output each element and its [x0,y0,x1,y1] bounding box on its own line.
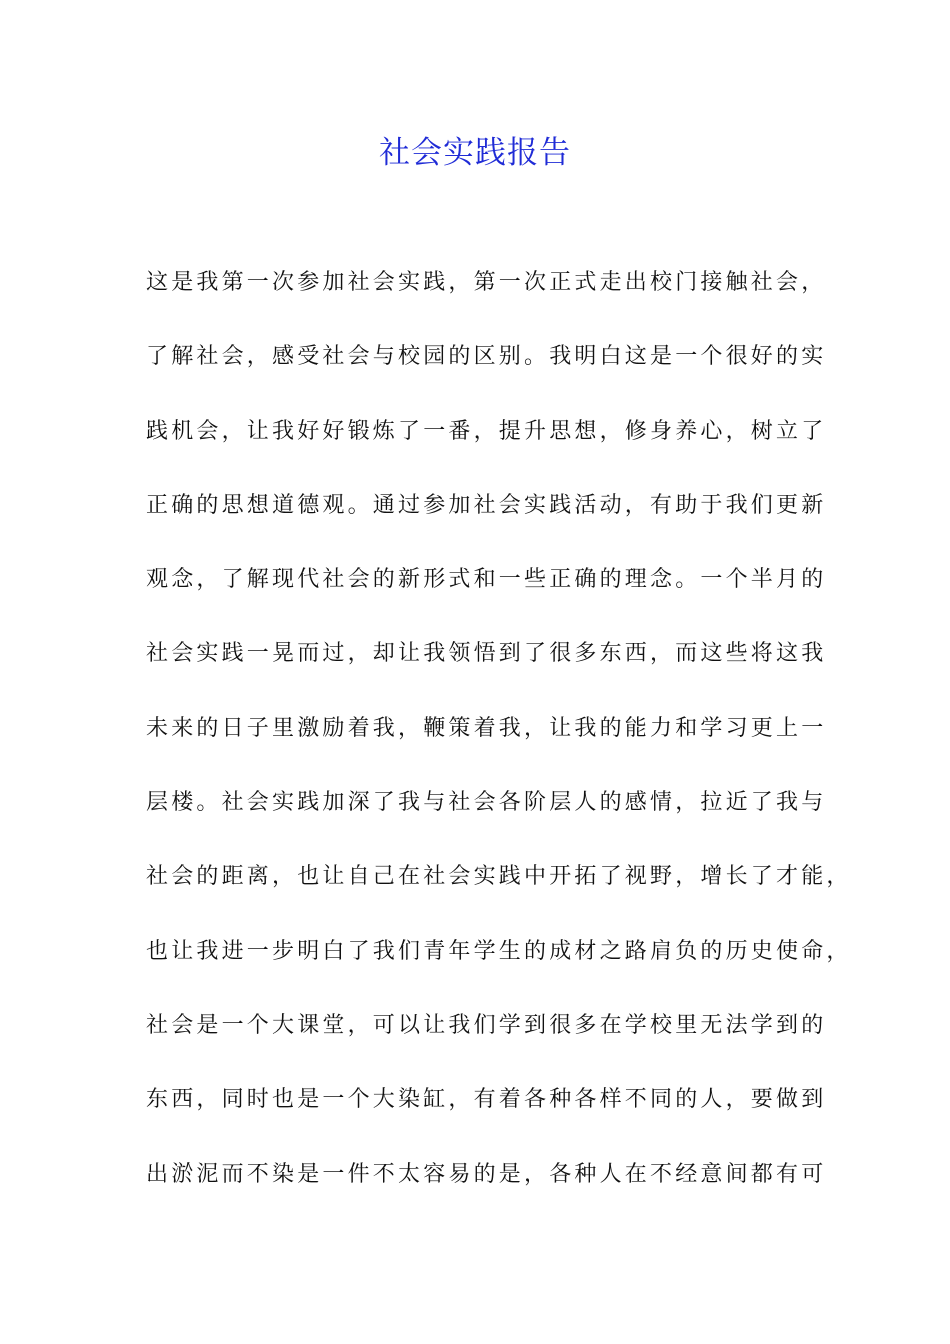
body-line-4: 正确的思想道德观。通过参加社会实践活动，有助于我们更新 [146,492,827,518]
body-line-3: 践机会，让我好好锻炼了一番，提升思想，修身养心，树立了 [146,418,827,444]
body-line-10: 也让我进一步明白了我们青年学生的成材之路肩负的历史使命， [146,938,852,964]
body-line-7: 未来的日子里激励着我，鞭策着我，让我的能力和学习更上一 [146,715,827,741]
body-line-8: 层楼。社会实践加深了我与社会各阶层人的感情，拉近了我与 [146,790,827,816]
body-line-13: 出淤泥而不染是一件不太容易的是，各种人在不经意间都有可 [146,1161,827,1187]
body-line-9: 社会的距离，也让自己在社会实践中开拓了视野，增长了才能， [146,864,852,890]
body-line-2: 了解社会，感受社会与校园的区别。我明白这是一个很好的实 [146,344,827,370]
document-title: 社会实践报告 [379,135,571,171]
body-line-12: 东西，同时也是一个大染缸，有着各种各样不同的人，要做到 [146,1087,827,1113]
body-line-1: 这是我第一次参加社会实践，第一次正式走出校门接触社会， [146,270,827,295]
body-line-5: 观念，了解现代社会的新形式和一些正确的理念。一个半月的 [146,567,827,593]
document-body [146,263,852,1229]
body-line-6: 社会实践一晃而过，却让我领悟到了很多东西，而这些将这我 [146,641,827,667]
body-line-11: 社会是一个大课堂，可以让我们学到很多在学校里无法学到的 [146,1012,827,1038]
